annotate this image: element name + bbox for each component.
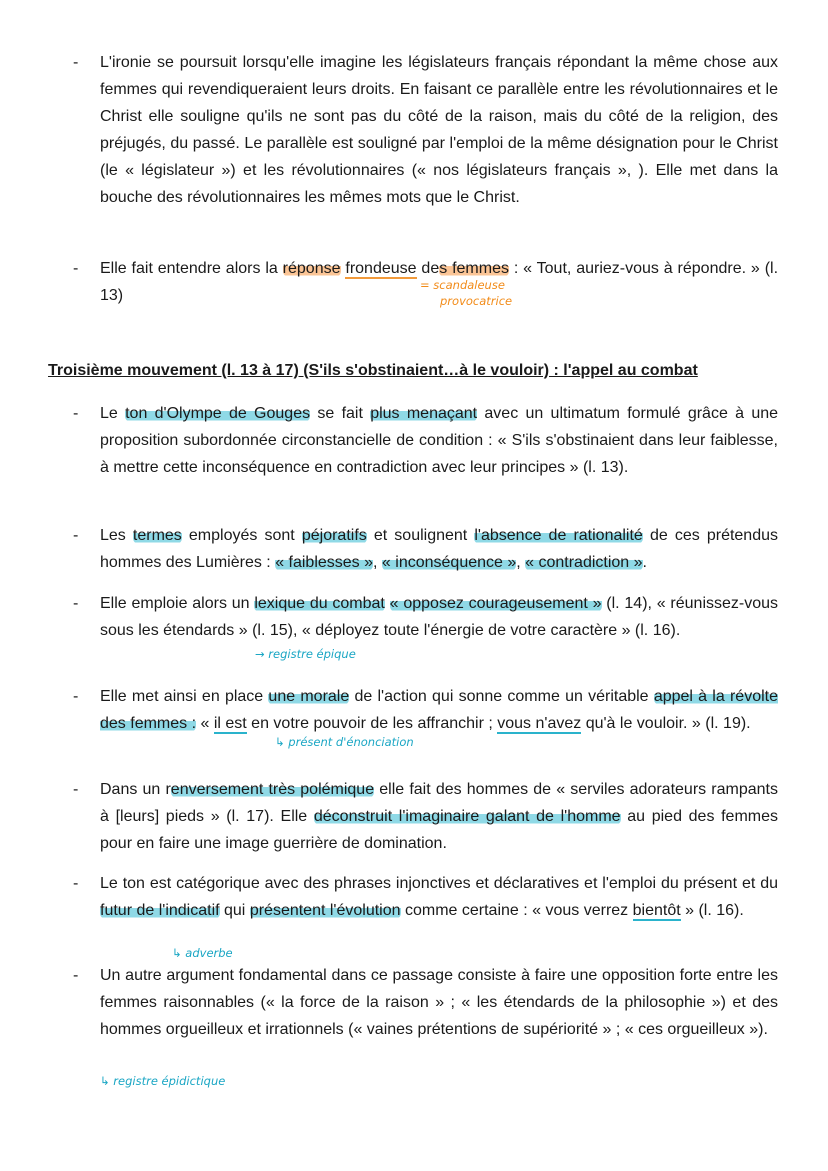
bullet-dash: - — [73, 405, 79, 422]
bullet-dash: - — [73, 595, 79, 612]
text-segment: employés sont — [181, 527, 302, 544]
annotation-present-enonciation: ↳ présent d'énonciation — [275, 735, 414, 749]
highlighted-text: « contradiction » — [525, 554, 643, 571]
bullet-paragraph — [73, 962, 778, 1043]
highlighted-text: lexique du combat — [254, 595, 385, 612]
underlined-text: frondeuse — [345, 260, 417, 277]
bullet-dash: - — [73, 781, 79, 798]
bullet-paragraph — [73, 590, 779, 644]
section-heading: Troisième mouvement (l. 13 à 17) (S'ils s'obstinaient…à le vouloir) : l'appel au combat — [48, 362, 698, 379]
text-segment: comme certaine : « vous verrez — [400, 902, 633, 919]
highlighted-text: enversement très polémique — [170, 781, 375, 798]
text-segment: au pied des femmes pour en faire une image guerrière de domination. — [100, 808, 779, 852]
text-segment: Les — [100, 527, 133, 544]
highlighted-text: appel à la révolte des femmes : — [100, 688, 779, 732]
highlighted-text: l'absence de rationalité — [474, 527, 643, 544]
highlighted-text: plus menaçant — [370, 405, 478, 422]
text-segment: se fait — [310, 405, 371, 422]
text-segment: de l'action qui sonne comme un véritable — [349, 688, 654, 705]
text-segment: » (l. 16). — [680, 902, 744, 919]
bullet-paragraph — [73, 522, 779, 576]
bullet-paragraph — [73, 683, 779, 737]
annotation-scandaleuse: = scandaleuse — [420, 278, 505, 292]
bullet-paragraph — [73, 870, 778, 924]
bullet-paragraph — [73, 776, 779, 857]
bullet-dash: - — [73, 688, 79, 705]
text-segment: et soulignent — [366, 527, 475, 544]
highlighted-text: réponse — [282, 260, 341, 277]
underlined-text: bientôt — [632, 902, 681, 919]
text-segment: elle fait des hommes de « serviles adorateurs rampants à [leurs] pieds » (l. 17). Elle — [100, 781, 779, 825]
text-segment: Elle met ainsi en place — [100, 688, 269, 705]
bullet-dash: - — [73, 260, 79, 277]
highlighted-text: termes — [132, 527, 182, 544]
text-segment: L'ironie se poursuit lorsqu'elle imagine les législateurs français répondant la même chose aux femmes qui revendiqueraient leurs droits. En faisant ce parallèle entre les révolutionnaires et le Christ elle souligne qu'ils ne sont pas du côté de la raison, mais du côté de la religion, des préjugés, du passé. Le parallèle est souligné par l'emploi de la même désignation pour le Christ (le « législateur ») et les révolutionnaires (« nos législateurs français », ). Elle met dans la bouche des révolutionnaires les mêmes mots que le Christ. — [100, 54, 778, 206]
underlined-text: vous n'avez — [497, 715, 582, 732]
annotation-registre-epique: → registre épique — [255, 647, 356, 661]
highlighted-text: une morale — [268, 688, 350, 705]
annotation-provocatrice: provocatrice — [440, 294, 513, 308]
highlighted-text: futur de l'indicatif — [100, 902, 220, 919]
highlighted-text: ton d'Olympe de Gouges — [125, 405, 311, 422]
underlined-text: il est — [213, 715, 247, 732]
bullet-paragraph — [73, 255, 779, 309]
text-segment: qui — [219, 902, 250, 919]
text-segment: , — [373, 554, 382, 571]
highlighted-text: déconstruit l'imaginaire galant de l'homme — [313, 808, 621, 825]
text-segment: Un autre argument fondamental dans ce passage consiste à faire une opposition forte entre les femmes raisonnables (« la force de la raison » ; « les étendards de la philosophie ») et des hommes orgueilleux et irrationnels (« vaines prétentions de supériorité » ; « ces orgueilleux »). — [100, 967, 778, 1038]
text-segment: Le ton est catégorique avec des phrases injonctives et déclaratives et l'emploi du présent et du — [100, 875, 778, 892]
highlighted-text: « inconséquence » — [381, 554, 517, 571]
text-segment: « — [196, 715, 214, 732]
bullet-dash: - — [73, 527, 79, 544]
bullet-paragraph — [73, 400, 779, 481]
text-segment: Elle fait entendre alors la — [100, 260, 283, 277]
text-segment: Elle emploie alors un — [100, 595, 255, 612]
text-segment: avec un ultimatum formulé grâce à une proposition subordonnée circonstancielle de condition : « S'ils s'obstinaient dans leur faiblesse, à mettre cette inconséquence en contradiction avec leur principes » (l. 13). — [100, 405, 779, 476]
annotation-registre-epidictique: ↳ registre épidictique — [100, 1074, 226, 1088]
bullet-dash: - — [73, 967, 79, 984]
text-segment: Dans un r — [100, 781, 171, 798]
text-segment: de — [416, 260, 440, 277]
text-segment: de ces prétendus hommes des Lumières : — [100, 527, 779, 571]
highlighted-text: « opposez courageusement » — [389, 595, 602, 612]
bullet-paragraph — [73, 49, 778, 211]
text-segment — [385, 595, 390, 612]
text-segment: , — [516, 554, 526, 571]
highlighted-text: présentent l'évolution — [249, 902, 401, 919]
text-segment: qu'à le vouloir. » (l. 19). — [581, 715, 751, 732]
text-segment: en votre pouvoir de les affranchir ; — [246, 715, 498, 732]
highlighted-text: « faiblesses » — [275, 554, 374, 571]
text-segment: . — [642, 554, 647, 571]
bullet-dash: - — [73, 54, 79, 71]
text-segment: : « Tout, auriez-vous à répondre. » (l. 13) — [100, 260, 779, 304]
bullet-dash: - — [73, 875, 79, 892]
highlighted-text: s femmes — [439, 260, 509, 277]
text-segment: Le — [100, 405, 126, 422]
text-segment: (l. 14), « réunissez-vous sous les étendards » (l. 15), « déployez toute l'énergie de votre caractère » (l. 16). — [100, 595, 779, 639]
annotation-adverbe: ↳ adverbe — [172, 946, 233, 960]
highlighted-text: péjoratifs — [301, 527, 367, 544]
